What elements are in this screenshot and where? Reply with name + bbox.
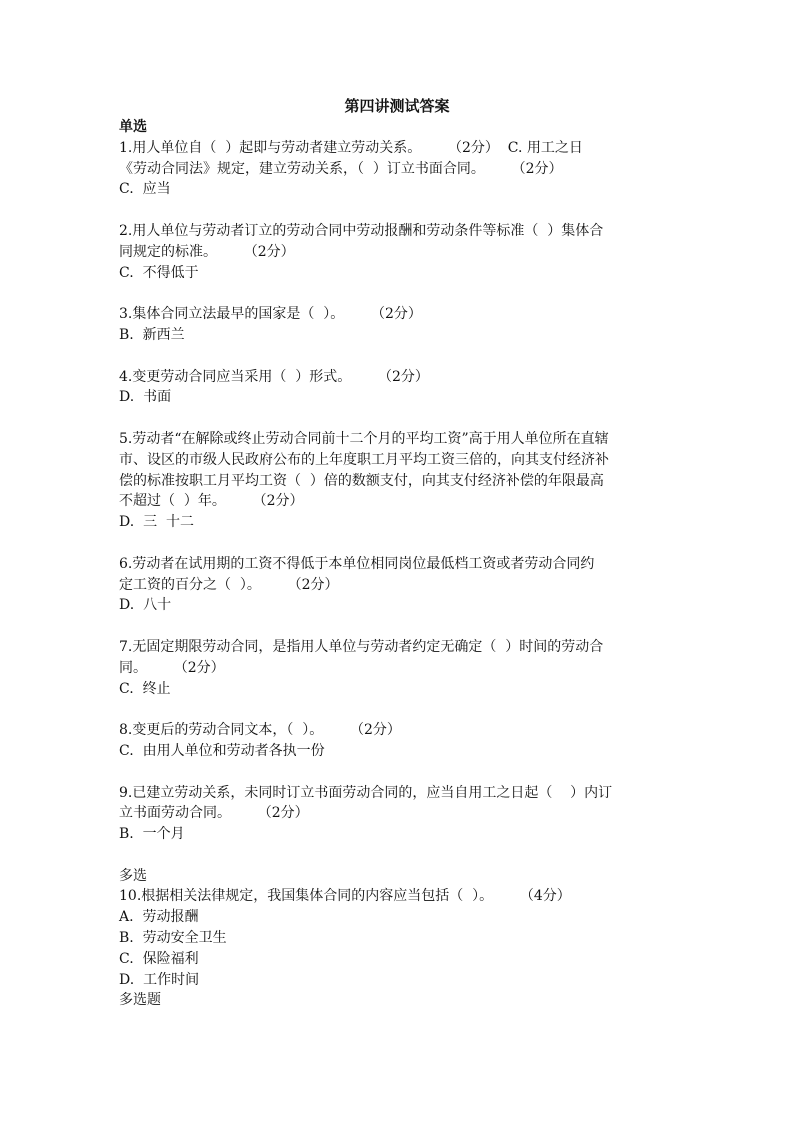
question-2: [119, 221, 679, 283]
answer-text: C. 终止: [119, 680, 171, 697]
question-1: [119, 138, 679, 159]
question-text: 5.劳动者“在解除或终止劳动合同前十二个月的平均工资”高于用人单位所在直辖: [119, 430, 609, 447]
question-8: [119, 720, 679, 762]
question-5: [119, 429, 679, 533]
question-text: 同。 （2分）: [119, 659, 225, 676]
answer-text: D. 工作时间: [119, 971, 200, 988]
question-text: 2.用人单位与劳动者订立的劳动合同中劳动报酬和劳动条件等标准（ ）集体合: [119, 222, 604, 239]
question-text: 7.无固定期限劳动合同，是指用人单位与劳动者约定无确定（ ）时间的劳动合: [119, 638, 604, 655]
answer-text: B. 新西兰: [119, 326, 185, 343]
question-7: [119, 637, 679, 699]
answer-text: B. 劳动安全卫生: [119, 930, 227, 947]
question-text: 4.变更劳动合同应当采用（ ）形式。 （2分）: [119, 368, 429, 385]
answer-text: C. 保险福利: [119, 950, 199, 967]
question-text: 10.根据相关法律规定，我国集体合同的内容应当包括（ ）。 （4分）: [119, 888, 571, 905]
answer-text: D. 书面: [119, 389, 172, 406]
question-text: 偿的标准按职工月平均工资（ ）倍的数额支付，向其支付经济补偿的年限最高: [119, 472, 604, 489]
question-text: 《劳动合同法》规定，建立劳动关系，（ ）订立书面合同。 （2分）: [119, 160, 563, 177]
question-text: 不超过（ ）年。 （2分）: [119, 493, 304, 510]
section-footer: 多选题: [119, 992, 161, 1009]
question-text: 3.集体合同立法最早的国家是（ ）。 （2分）: [119, 306, 422, 323]
multi-choice-heading: 多选: [119, 867, 147, 884]
question-10: [119, 886, 679, 990]
question-text: 立书面劳动合同。 （2分）: [119, 805, 309, 822]
question-text: 9.已建立劳动关系，未同时订立书面劳动合同的，应当自用工之日起（ ）内订: [119, 784, 613, 801]
question-text: 8.变更后的劳动合同文本，（ ）。 （2分）: [119, 722, 401, 739]
question-text: 定工资的百分之（ ）。 （2分）: [119, 576, 339, 593]
question-3: [119, 304, 679, 346]
question-text: 1.用人单位自（ ）起即与劳动者建立劳动关系。 （2分） C. 用工之日: [119, 139, 583, 156]
question-9: [119, 783, 679, 845]
question-6: [119, 554, 679, 616]
answer-text: A. 劳动报酬: [119, 909, 199, 926]
question-text: 同规定的标准。 （2分）: [119, 243, 295, 260]
answer-text: C. 由用人单位和劳动者各执一份: [119, 742, 325, 759]
answer-text: B. 一个月: [119, 826, 185, 843]
single-choice-heading: 单选: [119, 119, 147, 135]
answer-text: C. 不得低于: [119, 264, 199, 281]
answer-text: D. 三 十二: [119, 514, 194, 531]
question-1b: [119, 159, 679, 201]
question-4: [119, 367, 679, 409]
answer-text: C. 应当: [119, 181, 171, 198]
document-title: 第四讲测试答案: [344, 97, 450, 115]
document-body: [119, 117, 679, 1011]
answer-text: D. 八十: [119, 597, 172, 614]
question-text: 6.劳动者在试用期的工资不得低于本单位相同岗位最低档工资或者劳动合同约: [119, 555, 595, 572]
question-text: 市、设区的市级人民政府公布的上年度职工月平均工资三倍的，向其支付经济补: [119, 451, 609, 468]
